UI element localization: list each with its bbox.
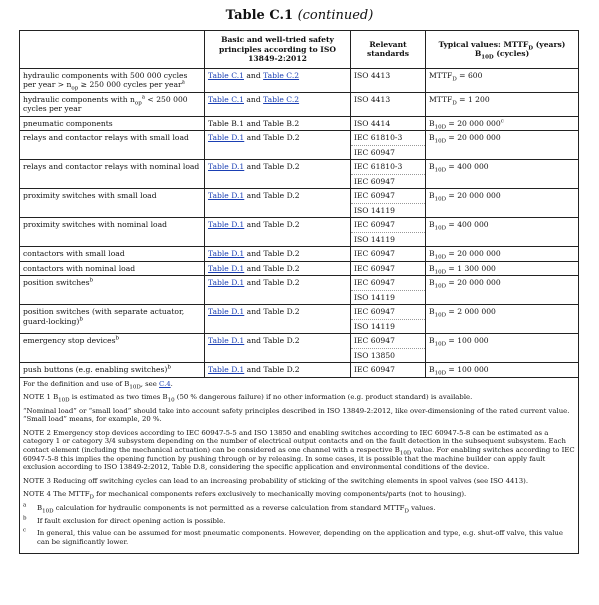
- principle-ref-b[interactable]: Table C.2: [263, 70, 300, 80]
- footnote: [23, 529, 575, 546]
- standard-item: ISO 13850: [351, 348, 425, 363]
- value-cell: $B_{10D} = 20$ 000 000: [426, 247, 579, 262]
- footnote: [23, 504, 575, 513]
- principle-ref-a[interactable]: Table D.1: [208, 307, 245, 316]
- standard-item: IEC 60947: [354, 191, 395, 200]
- component-cell: relays and contactor relays with nominal load: [20, 160, 205, 189]
- principles-cell: [205, 334, 351, 363]
- principles-cell: [205, 131, 351, 160]
- standard-item: ISO 14119: [351, 319, 425, 334]
- standard-item: IEC 60947: [354, 336, 395, 345]
- standards-cell: [351, 218, 426, 247]
- principle-conjunction: and: [244, 249, 264, 258]
- standards-cell: [351, 160, 426, 189]
- standards-cell: IEC 60947: [351, 363, 426, 378]
- principle-ref-b: Table D.2: [263, 133, 300, 142]
- table-row: [20, 305, 579, 334]
- header-component: [20, 31, 205, 69]
- table-row: [20, 276, 579, 305]
- component-cell: relays and contactor relays with small load: [20, 131, 205, 160]
- standards-cell: IEC 60947: [351, 261, 426, 276]
- principle-ref-b: Table D.2: [263, 191, 300, 200]
- standard-item: IEC 60947: [354, 307, 395, 316]
- principle-ref-a[interactable]: Table D.1: [208, 133, 245, 142]
- standard-item: IEC 60947: [354, 278, 395, 287]
- standard-item: IEC 60947: [354, 220, 395, 229]
- note-3: NOTE 3 Reducing off switching cycles can lead to an increasing probability of sticking of the switching elements in spool valves (see ISO 4413).: [23, 476, 529, 485]
- table-row: [20, 131, 579, 160]
- principles-cell: [205, 189, 351, 218]
- value-cell: $B_{10D} = 100$ 000: [426, 363, 579, 378]
- table-notes: [20, 377, 579, 554]
- component-cell: proximity switches with small load: [20, 189, 205, 218]
- standards-cell: ISO 4413: [351, 92, 426, 116]
- standards-cell: [351, 131, 426, 160]
- table-row: [20, 334, 579, 363]
- definition-note: For the definition and use of $B_{10D}$, see C.4.: [23, 379, 173, 390]
- value-cell: $B_{10D} = 20$ 000 000: [426, 276, 579, 305]
- principle-conjunction: and: [244, 278, 264, 287]
- principle-ref-a[interactable]: Table D.1: [208, 278, 245, 287]
- principle-ref-b: Table D.2: [263, 365, 300, 374]
- principle-ref-b: Table D.2: [263, 162, 300, 171]
- load-note: “Nominal load” or “small load” should take into account safety principles described in ISO 13849-2:2012, like over-dimensioning of the rated current value. “Small load” means, for example, 20 %.: [23, 406, 570, 424]
- principle-conjunction: and: [243, 70, 264, 80]
- standards-cell: [351, 305, 426, 334]
- footnote-mark: a: [23, 502, 27, 509]
- standard-item: ISO 14119: [351, 290, 425, 305]
- component-cell: position switches$^b$: [20, 276, 205, 305]
- component-cell: contactors with nominal load: [20, 261, 205, 276]
- component-cell: hydraulic components with 500 000 cycles per year > $n_{op} \ge 250$ 000 cycles per year$^a$: [20, 68, 205, 92]
- standard-item: ISO 14119: [351, 203, 425, 218]
- component-cell: proximity switches with nominal load: [20, 218, 205, 247]
- principle-ref-b: Table D.2: [263, 263, 300, 273]
- table-row: [20, 218, 579, 247]
- principle-ref-a[interactable]: Table C.1: [208, 94, 244, 104]
- principle-conjunction: and: [244, 365, 264, 374]
- standards-cell: [351, 334, 426, 363]
- principle-ref-b: Table D.2: [263, 336, 300, 345]
- table-row: [20, 160, 579, 189]
- principle-ref-a[interactable]: Table D.1: [208, 249, 245, 258]
- table-title-main: Table C.1: [225, 8, 294, 23]
- principles-cell: [205, 305, 351, 334]
- principle-ref-b: Table D.2: [263, 307, 300, 316]
- principle-ref-b: Table D.2: [263, 278, 300, 287]
- footnote: [23, 517, 575, 526]
- principle-conjunction: and: [244, 118, 264, 128]
- component-cell: emergency stop devices$^b$: [20, 334, 205, 363]
- footnote-mark: c: [23, 527, 27, 534]
- principle-conjunction: and: [244, 191, 264, 200]
- header-standards: Relevant standards: [351, 31, 426, 69]
- principle-ref-a[interactable]: Table D.1: [208, 336, 245, 345]
- table-body: [20, 68, 579, 377]
- footnote-mark: b: [23, 515, 27, 522]
- value-cell: $MTTF_D = 600$: [426, 68, 579, 92]
- footnote-text: In general, this value can be assumed for most pneumatic components. However, depending on the application and type, e.g. shut-off valve, this value can be significantly lower.: [37, 529, 563, 546]
- table-header: [20, 31, 579, 69]
- principle-ref-a: Table B.1: [208, 118, 245, 128]
- footnote-text: $B_{10D}$ calculation for hydraulic components is not permitted as a reverse calculation from standard $MTTF_D$ values.: [37, 504, 436, 515]
- principle-conjunction: and: [244, 336, 264, 345]
- value-cell: $B_{10D} = 20$ 000 000$^c$: [426, 116, 579, 131]
- value-cell: $B_{10D} = 20$ 000 000: [426, 131, 579, 160]
- table-row: [20, 92, 579, 116]
- principle-ref-b: Table D.2: [263, 249, 300, 258]
- component-cell: pneumatic components: [20, 116, 205, 131]
- principle-ref-b: Table D.2: [263, 220, 300, 229]
- principles-cell: [205, 261, 351, 276]
- table-row: [20, 363, 579, 378]
- table-title: [0, 8, 599, 23]
- note-2: NOTE 2 Emergency stop devices according to IEC 60947-5-5 and ISO 13850 and enabling switches according to IEC 60947-5-8 can be estimated as a category 1 or category 3/4 subsystem depending on the number of electrical output contacts and on the fault detection in the subsequent subsystem. Each contact element (including the mechanical actuation) can be considered as one channel with a respective $B_{10D}$ value. For enabling switches according to IEC 60947-5-8 this implies the opening function by pushing through or by releasing. In some cases, it is possible that the machine builder can apply fault exclusion according to ISO 13849-2:2012, Table D.8, considering the specific application and environmental conditions of the device.: [23, 428, 575, 472]
- value-cell: $B_{10D} = 2$ 000 000: [426, 305, 579, 334]
- principles-cell: [205, 68, 351, 92]
- principle-conjunction: and: [243, 94, 264, 104]
- standards-table: [19, 30, 579, 554]
- principle-ref-a[interactable]: Table D.1: [208, 263, 245, 273]
- principle-conjunction: and: [244, 307, 264, 316]
- principles-cell: [205, 160, 351, 189]
- standards-cell: [351, 189, 426, 218]
- footnote-text: If fault exclusion for direct opening action is possible.: [37, 516, 226, 525]
- footnotes: [23, 504, 575, 546]
- value-cell: $B_{10D} = 400$ 000: [426, 160, 579, 189]
- note-1: NOTE 1 $B_{10D}$ is estimated as two times $B_{10}$ (50 % dangerous failure) if no other information (e.g. product standard) is available.: [23, 393, 473, 404]
- principle-conjunction: and: [244, 133, 264, 142]
- header-principles: Basic and well-tried safety principles according to ISO 13849-2:2012: [205, 31, 351, 69]
- component-cell: hydraulic components with $n_{op}^a < 250$ 000 cycles per year: [20, 92, 205, 116]
- principles-cell: [205, 276, 351, 305]
- standards-cell: [351, 276, 426, 305]
- value-cell: $B_{10D} = 400$ 000: [426, 218, 579, 247]
- principle-conjunction: and: [244, 220, 264, 229]
- standards-cell: ISO 4414: [351, 116, 426, 131]
- principles-cell: [205, 247, 351, 262]
- definition-text: For the definition and use of $B_{10D}$, see: [23, 379, 157, 390]
- definition-link[interactable]: C.4: [159, 379, 171, 388]
- standards-cell: ISO 4413: [351, 68, 426, 92]
- principle-ref-a[interactable]: Table D.1: [208, 365, 245, 374]
- principle-conjunction: and: [244, 263, 264, 273]
- component-cell: contactors with small load: [20, 247, 205, 262]
- value-cell: $MTTF_D = 1$ 200: [426, 92, 579, 116]
- table-row: [20, 189, 579, 218]
- table-row: [20, 68, 579, 92]
- principle-ref-a[interactable]: Table C.1: [208, 70, 244, 80]
- standards-cell: IEC 60947: [351, 247, 426, 262]
- principle-ref-b: Table B.2: [263, 118, 300, 128]
- principle-ref-a[interactable]: Table D.1: [208, 220, 245, 229]
- principles-cell: [205, 218, 351, 247]
- component-cell: push buttons (e.g. enabling switches)$^b$: [20, 363, 205, 378]
- principle-conjunction: and: [244, 162, 264, 171]
- table-row: [20, 261, 579, 276]
- principles-cell: [205, 363, 351, 378]
- standard-item: ISO 14119: [351, 232, 425, 247]
- standard-item: IEC 61810-3: [354, 133, 403, 142]
- principles-cell: [205, 92, 351, 116]
- component-cell: position switches (with separate actuator, guard-locking)$^b$: [20, 305, 205, 334]
- principle-ref-a[interactable]: Table D.1: [208, 191, 245, 200]
- standard-item: IEC 61810-3: [354, 162, 403, 171]
- header-values: Typical values: $MTTF_D$ (years) $B_{10D}$ (cycles): [426, 31, 579, 69]
- standard-item: IEC 60947: [351, 174, 425, 189]
- note-4: NOTE 4 The $MTTF_D$ for mechanical components refers exclusively to mechanically moving components/parts (not to housing).: [23, 490, 467, 501]
- value-cell: $B_{10D} = 20$ 000 000: [426, 189, 579, 218]
- principles-cell: [205, 116, 351, 131]
- standard-item: IEC 60947: [351, 145, 425, 160]
- table-row: [20, 247, 579, 262]
- table-row: [20, 116, 579, 131]
- principle-ref-b[interactable]: Table C.2: [263, 94, 300, 104]
- table-title-suffix: (continued): [297, 8, 374, 23]
- notes-cell: [20, 377, 579, 554]
- value-cell: $B_{10D} = 1$ 300 000: [426, 261, 579, 276]
- value-cell: $B_{10D} = 100$ 000: [426, 334, 579, 363]
- principle-ref-a[interactable]: Table D.1: [208, 162, 245, 171]
